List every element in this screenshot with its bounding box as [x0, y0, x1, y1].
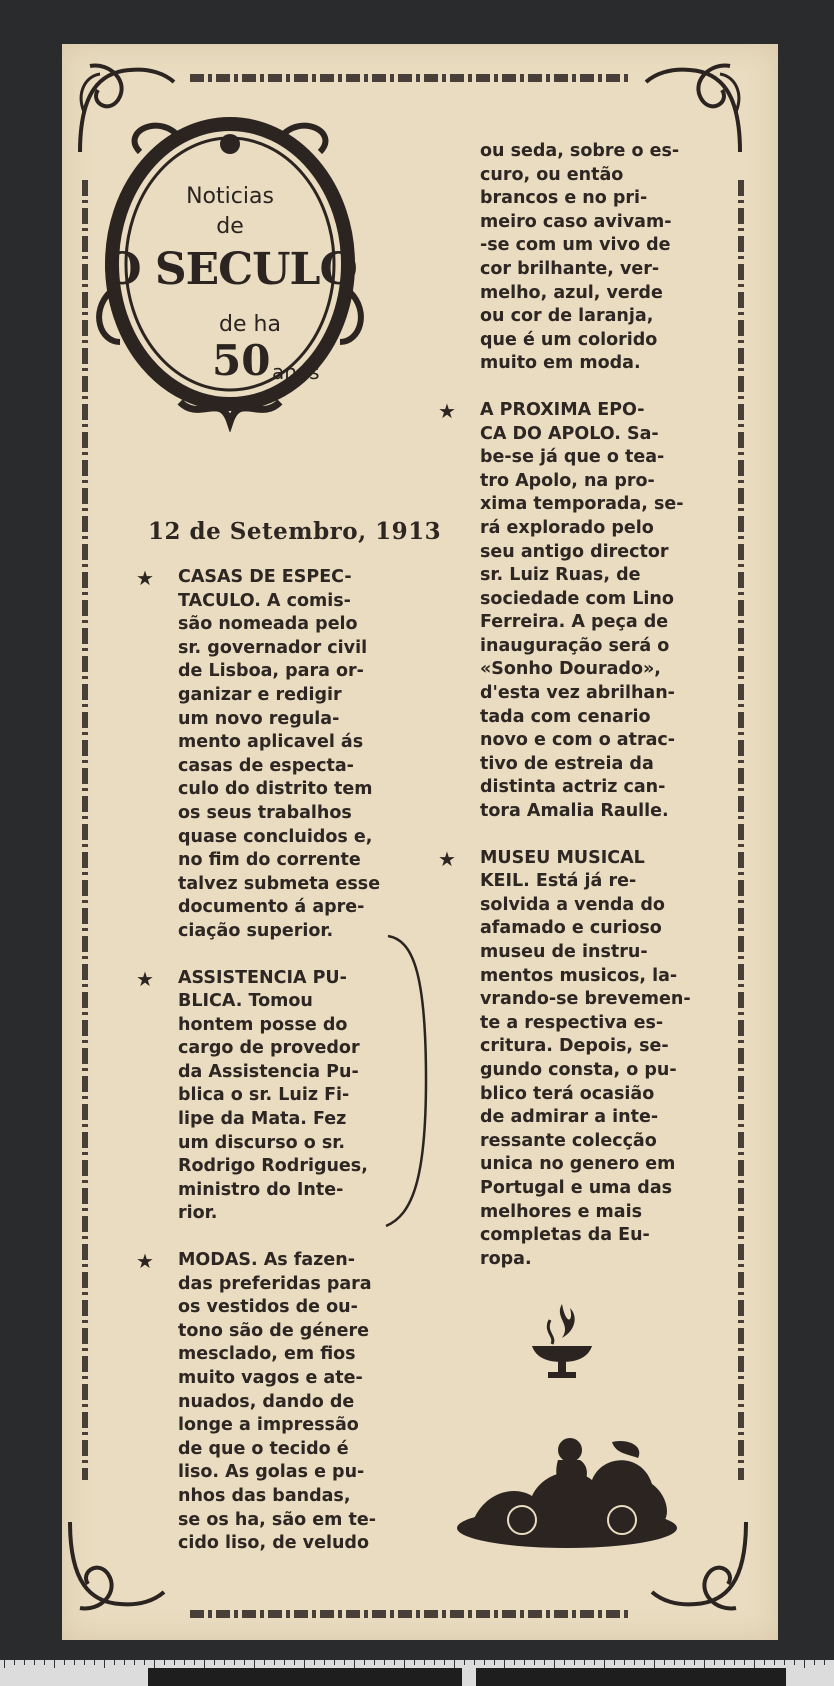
text-line: Portugal e uma das — [480, 1177, 673, 1198]
brazier-ornament — [526, 1300, 598, 1382]
cartouche-line-noticias: Noticias — [186, 184, 274, 209]
text-line: da Assistencia Pu- — [178, 1061, 359, 1082]
ruler-tick — [274, 1660, 275, 1665]
text-line: sociedade com Lino — [480, 588, 674, 609]
star-icon: ★ — [438, 846, 456, 871]
ruler-tick — [574, 1660, 575, 1665]
star-icon: ★ — [136, 1249, 154, 1274]
handwritten-bracket — [382, 930, 442, 1230]
text-line: de que o tecido é — [178, 1438, 349, 1459]
ruler-tick — [294, 1660, 295, 1665]
text-line: MODAS. As fazen- — [178, 1250, 355, 1271]
ruler-tick — [534, 1660, 535, 1665]
text-line: os seus trabalhos — [178, 802, 352, 823]
ruler-tick — [684, 1660, 685, 1665]
measurement-ruler — [0, 1660, 834, 1686]
ruler-tick — [414, 1660, 415, 1665]
ruler-tick — [404, 1660, 405, 1668]
ruler-tick — [264, 1660, 265, 1665]
ruler-tick — [124, 1660, 125, 1665]
ruler-tick — [144, 1660, 145, 1665]
text-line: critura. Depois, se- — [480, 1036, 669, 1057]
text-line: lipe da Mata. Fez — [178, 1109, 347, 1130]
text-line: -se com um vivo de — [480, 235, 671, 256]
news-item-text — [480, 399, 692, 824]
text-line: xima temporada, se- — [480, 494, 684, 515]
text-line: be-se já que o tea- — [480, 447, 665, 468]
ruler-tick — [394, 1660, 395, 1665]
text-line: cargo de provedor — [178, 1038, 360, 1059]
ruler-tick — [364, 1660, 365, 1665]
ruler-tick — [254, 1660, 255, 1668]
ruler-tick — [794, 1660, 795, 1665]
ruler-tick — [514, 1660, 515, 1665]
text-line: de Lisboa, para or- — [178, 661, 364, 682]
text-line: que é um colorido — [480, 329, 658, 350]
ruler-tick — [224, 1660, 225, 1665]
ruler-tick — [664, 1660, 665, 1665]
text-line: de admirar a inte- — [480, 1107, 659, 1128]
ruler-tick — [344, 1660, 345, 1665]
ruler-dark-segment — [476, 1668, 786, 1686]
text-line: sr. Luiz Ruas, de — [480, 565, 641, 586]
ruler-tick — [524, 1660, 525, 1665]
ruler-tick — [754, 1660, 755, 1668]
ruler-tick — [94, 1660, 95, 1665]
ruler-tick — [434, 1660, 435, 1665]
ruler-tick — [654, 1660, 655, 1668]
text-line: unica no genero em — [480, 1154, 676, 1175]
bottom-border — [190, 1610, 630, 1618]
text-line: muito em moda. — [480, 353, 641, 374]
text-line: rior. — [178, 1203, 218, 1224]
text-line: se os ha, são em te- — [178, 1509, 376, 1530]
text-line: no fim do corrente — [178, 850, 361, 871]
ruler-tick — [714, 1660, 715, 1665]
column-right — [438, 140, 692, 1271]
text-line: muito vagos e ate- — [178, 1368, 363, 1388]
ruler-tick — [134, 1660, 135, 1665]
ruler-tick — [114, 1660, 115, 1665]
news-item — [136, 566, 390, 944]
ruler-tick — [424, 1660, 425, 1665]
text-line: hontem posse do — [178, 1014, 348, 1035]
ruler-tick — [194, 1660, 195, 1665]
text-line: afamado e curioso — [480, 918, 662, 939]
text-line: rá explorado pelo — [480, 517, 654, 538]
text-line: curo, ou então — [480, 164, 624, 185]
ruler-tick — [644, 1660, 645, 1665]
chariot-vignette — [452, 1424, 682, 1552]
ruler-tick — [734, 1660, 735, 1665]
text-line: ganizar e redigir — [178, 684, 342, 705]
masthead-cartouche — [80, 92, 380, 432]
ruler-tick — [484, 1660, 485, 1665]
ruler-tick — [244, 1660, 245, 1665]
ruler-tick — [724, 1660, 725, 1665]
text-line: cido liso, de veludo — [178, 1533, 369, 1554]
ruler-tick — [204, 1660, 205, 1668]
text-line: BLICA. Tomou — [178, 991, 313, 1012]
ruler-tick — [334, 1660, 335, 1665]
ruler-tick — [24, 1660, 25, 1665]
text-line: ressante colecção — [480, 1130, 657, 1151]
text-line: tivo de estreia da — [480, 753, 654, 774]
ruler-tick — [774, 1660, 775, 1665]
ruler-tick — [544, 1660, 545, 1665]
text-line: CA DO APOLO. Sa- — [480, 423, 659, 444]
text-line: ou seda, sobre o es- — [480, 141, 680, 161]
cartouche-number: 50 — [212, 336, 271, 385]
text-line: um discurso o sr. — [178, 1132, 346, 1153]
text-line: Ferreira. A peça de — [480, 612, 669, 633]
ruler-tick — [824, 1660, 825, 1665]
text-line: museu de instru- — [480, 942, 648, 962]
text-line: são nomeada pelo — [178, 614, 358, 635]
text-line: TACULO. A comis- — [178, 590, 351, 611]
text-line: solvida a venda do — [480, 894, 665, 915]
ruler-tick — [284, 1660, 285, 1665]
text-line: CASAS DE ESPEC- — [178, 567, 352, 587]
ruler-tick — [74, 1660, 75, 1665]
text-line: talvez submeta esse — [178, 873, 381, 894]
text-line: ou cor de laranja, — [480, 306, 654, 327]
text-line: blico terá ocasião — [480, 1083, 655, 1104]
ruler-tick — [154, 1660, 155, 1668]
right-border — [738, 180, 744, 1480]
ruler-tick — [494, 1660, 495, 1665]
masthead-title: O SECULO — [103, 244, 357, 295]
text-line: casas de especta- — [178, 755, 354, 776]
ruler-tick — [174, 1660, 175, 1665]
text-line: mentos musicos, la- — [480, 965, 678, 986]
text-line: A PROXIMA EPO- — [480, 399, 645, 420]
text-line: ASSISTENCIA PU- — [178, 967, 347, 988]
text-line: novo e com o atrac- — [480, 730, 676, 751]
cartouche-line-de: de — [216, 214, 244, 239]
cartouche-line-anos: anos — [272, 360, 320, 384]
ruler-tick — [474, 1660, 475, 1665]
ruler-tick — [34, 1660, 35, 1665]
star-icon: ★ — [136, 966, 154, 991]
text-line: cor brilhante, ver- — [480, 258, 660, 279]
text-line: KEIL. Está já re- — [480, 871, 637, 892]
ruler-tick — [14, 1660, 15, 1665]
text-line: melho, azul, verde — [480, 282, 663, 303]
ruler-tick — [694, 1660, 695, 1665]
ruler-tick — [814, 1660, 815, 1665]
ruler-tick — [704, 1660, 705, 1668]
text-line: completas da Eu- — [480, 1225, 650, 1246]
text-line: tada com cenario — [480, 706, 651, 727]
star-icon: ★ — [136, 566, 154, 590]
text-line: mesclado, em fios — [178, 1344, 356, 1365]
ruler-tick — [604, 1660, 605, 1668]
ruler-tick — [64, 1660, 65, 1665]
news-item — [438, 398, 692, 824]
text-line: seu antigo director — [480, 541, 669, 562]
text-line: quase concluidos e, — [178, 826, 373, 847]
text-line: um novo regula- — [178, 708, 340, 729]
ruler-tick — [584, 1660, 585, 1665]
ruler-tick — [384, 1660, 385, 1665]
modas-continuation — [480, 140, 692, 376]
text-line: brancos e no pri- — [480, 188, 648, 209]
ruler-tick — [634, 1660, 635, 1665]
news-item — [136, 1249, 390, 1556]
text-line: vrando-se brevemen- — [480, 989, 691, 1010]
text-line: melhores e mais — [480, 1201, 643, 1222]
ruler-tick — [744, 1660, 745, 1665]
ruler-tick — [54, 1660, 55, 1668]
ruler-tick — [214, 1660, 215, 1665]
text-line: tono são de génere — [178, 1320, 370, 1341]
text-line: nhos das bandas, — [178, 1485, 351, 1506]
text-line: os vestidos de ou- — [178, 1297, 358, 1318]
date-heading: 12 de Setembro, 1913 — [148, 518, 442, 545]
ruler-tick — [464, 1660, 465, 1665]
text-line: «Sonho Dourado», — [480, 659, 661, 680]
ruler-tick — [504, 1660, 505, 1668]
ruler-tick — [84, 1660, 85, 1665]
text-line: mento aplicavel ás — [178, 732, 364, 753]
corner-ornament-bottom-left — [60, 1512, 170, 1622]
ruler-tick — [804, 1660, 805, 1668]
ruler-tick — [184, 1660, 185, 1665]
ruler-tick — [554, 1660, 555, 1668]
top-border — [190, 74, 630, 82]
ruler-tick — [564, 1660, 565, 1665]
text-line: MUSEU MUSICAL — [480, 847, 645, 868]
text-line: tora Amalia Raulle. — [480, 801, 669, 822]
ruler-tick — [234, 1660, 235, 1665]
text-line: longe a impressão — [178, 1415, 359, 1436]
ruler-tick — [444, 1660, 445, 1665]
text-line: blica o sr. Luiz Fi- — [178, 1085, 350, 1106]
ruler-tick — [4, 1660, 5, 1668]
ruler-tick — [784, 1660, 785, 1665]
text-line: das preferidas para — [178, 1273, 372, 1294]
text-line: distinta actriz can- — [480, 777, 666, 798]
news-item-text — [178, 566, 390, 944]
news-item-text — [178, 1249, 390, 1556]
text-line: ministro do Inte- — [178, 1179, 344, 1200]
news-item-text — [178, 967, 390, 1227]
ruler-tick — [614, 1660, 615, 1665]
ruler-tick — [314, 1660, 315, 1665]
ruler-tick — [44, 1660, 45, 1665]
text-line: d'esta vez abrilhan- — [480, 683, 675, 704]
text-line: culo do distrito tem — [178, 779, 373, 800]
text-line: nuados, dando de — [178, 1391, 355, 1412]
ruler-tick — [624, 1660, 625, 1665]
ruler-tick — [594, 1660, 595, 1665]
text-line: documento á apre- — [178, 897, 365, 918]
text-line: liso. As golas e pu- — [178, 1462, 365, 1483]
text-line: te a respectiva es- — [480, 1012, 664, 1033]
ruler-tick — [764, 1660, 765, 1665]
ruler-tick — [164, 1660, 165, 1665]
ruler-tick — [104, 1660, 105, 1668]
ruler-tick — [374, 1660, 375, 1665]
text-line: gundo consta, o pu- — [480, 1059, 677, 1080]
news-item — [438, 846, 692, 1272]
ruler-tick — [354, 1660, 355, 1668]
ruler-tick — [304, 1660, 305, 1668]
news-item — [136, 966, 390, 1227]
ruler-tick — [454, 1660, 455, 1668]
ruler-tick — [674, 1660, 675, 1665]
ruler-tick — [324, 1660, 325, 1665]
text-line: ropa. — [480, 1248, 532, 1269]
text-line: inauguração será o — [480, 635, 670, 656]
text-line: ciação superior. — [178, 920, 334, 941]
column-left — [136, 566, 390, 1556]
text-line: sr. governador civil — [178, 637, 368, 658]
cartouche-line-de-ha: de ha — [219, 312, 281, 337]
text-line: tro Apolo, na pro- — [480, 470, 655, 491]
star-icon: ★ — [438, 398, 456, 423]
news-item-text — [480, 847, 692, 1272]
text-line: Rodrigo Rodrigues, — [178, 1156, 368, 1177]
ruler-dark-segment — [148, 1668, 462, 1686]
text-line: meiro caso avivam- — [480, 211, 672, 232]
